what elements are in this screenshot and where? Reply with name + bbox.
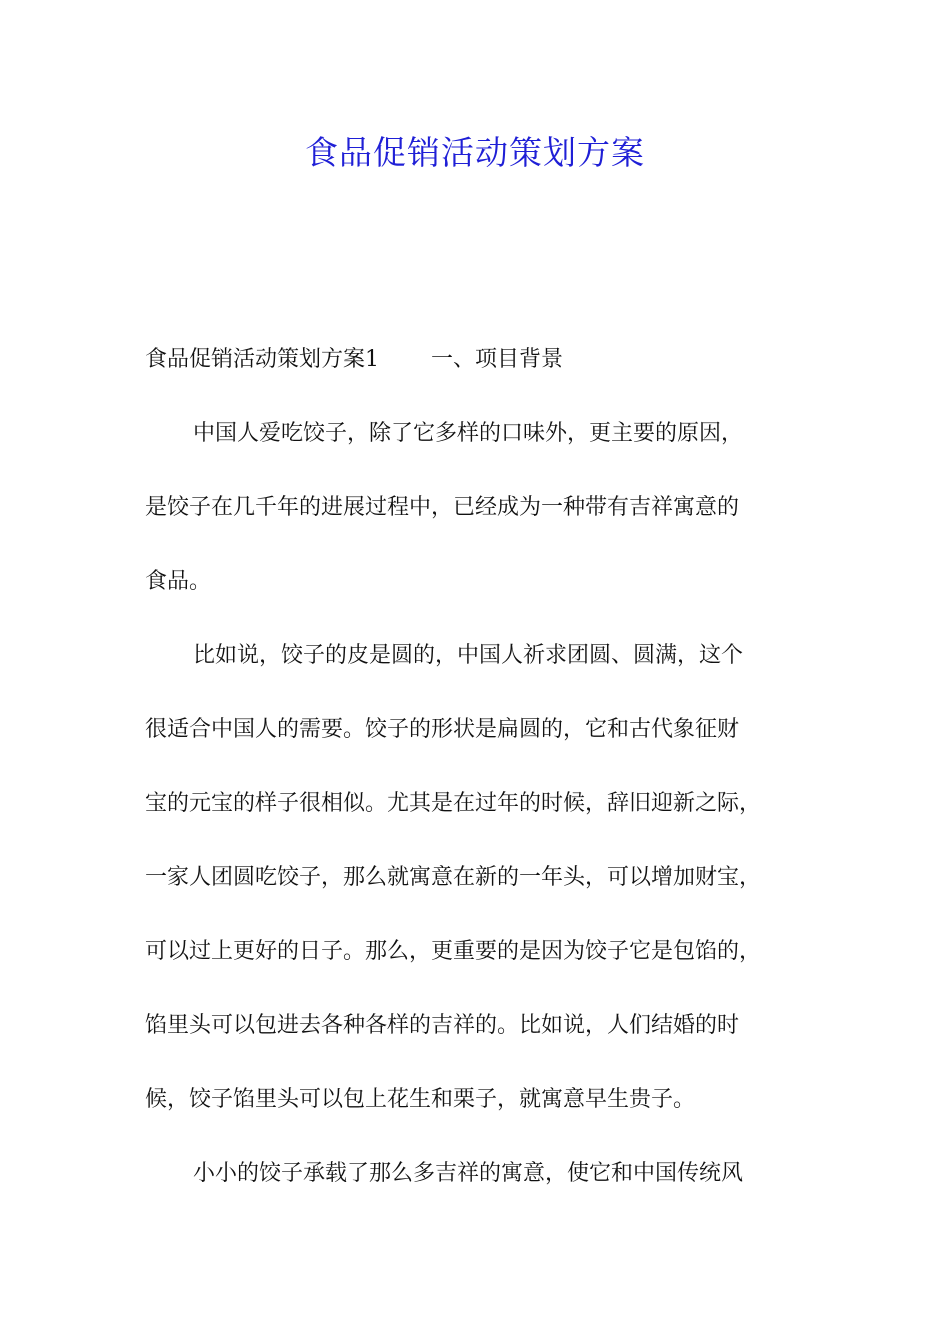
paragraph-line: 一家人团圆吃饺子，那么就寓意在新的一年头，可以增加财宝，: [145, 865, 762, 890]
paragraph-line: 馅里头可以包进去各种各样的吉祥的。比如说，人们结婚的时: [145, 1013, 740, 1038]
paragraph-line: 小小的饺子承载了那么多吉祥的寓意，使它和中国传统风: [193, 1161, 744, 1186]
section-title: 食品促销活动策划方案1: [145, 347, 379, 372]
document-title: 食品促销活动策划方案: [305, 133, 645, 172]
subsection-title: 一、项目背景: [431, 347, 564, 372]
section-heading: [145, 335, 815, 409]
paragraph-line: 比如说，饺子的皮是圆的，中国人祈求团圆、圆满，这个: [193, 643, 744, 668]
paragraph-line: 很适合中国人的需要。饺子的形状是扁圆的，它和古代象征财: [145, 717, 740, 742]
paragraph-line: 宝的元宝的样子很相似。尤其是在过年的时候，辞旧迎新之际，: [145, 791, 762, 816]
document-body: [145, 335, 815, 1223]
paragraph-line: 食品。: [145, 569, 212, 594]
paragraph-line: 中国人爱吃饺子，除了它多样的口味外，更主要的原因，: [193, 421, 744, 446]
paragraph-line: 可以过上更好的日子。那么，更重要的是因为饺子它是包馅的，: [145, 939, 762, 964]
paragraph-line: 候，饺子馅里头可以包上花生和栗子，就寓意早生贵子。: [145, 1087, 696, 1112]
paragraph-line: 是饺子在几千年的进展过程中，已经成为一种带有吉祥寓意的: [145, 495, 740, 520]
